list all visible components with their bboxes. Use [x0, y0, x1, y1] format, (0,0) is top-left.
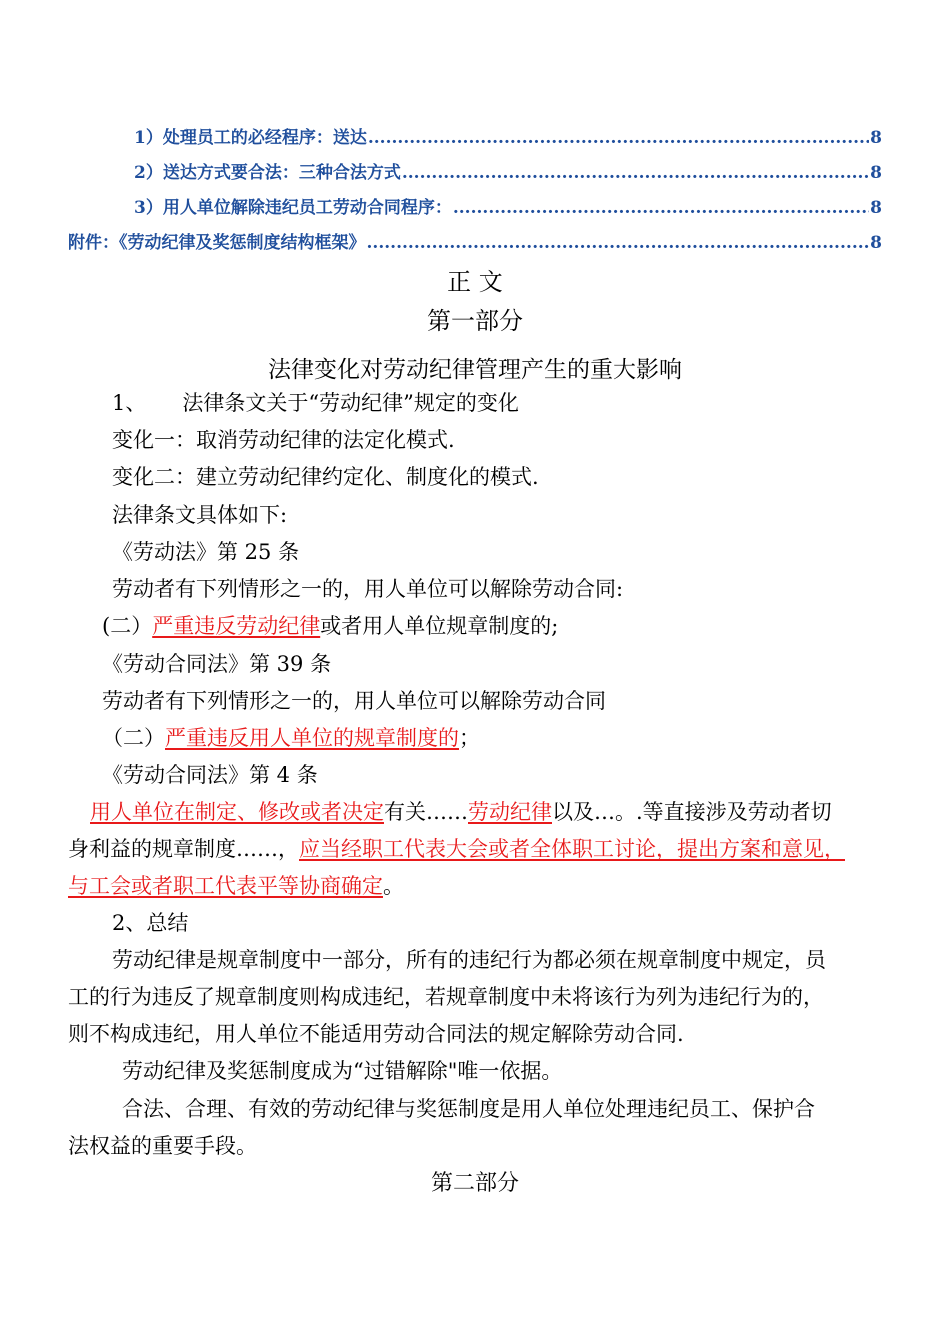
- summary-paragraph-3: 法权益的重要手段。: [68, 1134, 257, 1158]
- labor-law-item: [102, 612, 558, 640]
- highlighted-text: 应当经职工代表大会或者全体职工讨论，提出方案和意见，: [299, 837, 845, 861]
- highlighted-text: 严重违反劳动纪律: [152, 614, 321, 638]
- summary-paragraph-1: 劳动纪律是规章制度中一部分，所有的违纪行为都必须在规章制度中规定，员: [112, 948, 826, 972]
- toc-entry[interactable]: [134, 196, 882, 220]
- item-prefix: (二）: [102, 614, 153, 638]
- item-prefix: （二）: [102, 726, 165, 750]
- toc-entry[interactable]: [134, 161, 882, 185]
- plain-text: 有关……: [384, 800, 468, 824]
- highlighted-text: 用人单位在制定、修改或者决定: [90, 800, 384, 824]
- plain-text: 。: [383, 874, 404, 898]
- labor-law-text: 劳动者有下列情形之一的，用人单位可以解除劳动合同:: [112, 577, 624, 601]
- toc-entry-text: 2）送达方式要合法：三种合法方式: [134, 163, 401, 183]
- toc-entry-page: 8: [870, 128, 882, 148]
- section-number: 1、: [112, 391, 147, 415]
- plain-text: 以及…。.等直接涉及劳动者切: [552, 800, 832, 824]
- part-one-heading: 第一部分: [427, 307, 523, 335]
- toc-entry-text: 3）用人单位解除违纪员工劳动合同程序：: [134, 198, 452, 218]
- law-details-intro: 法律条文具体如下:: [112, 503, 288, 527]
- contract-law-4-reference: 《劳动合同法》第 4 条: [102, 763, 318, 787]
- summary-paragraph-3: 合法、合理、有效的劳动纪律与奖惩制度是用人单位处理违纪员工、保护合: [122, 1097, 815, 1121]
- toc-entry[interactable]: [68, 231, 882, 255]
- summary-paragraph-1: 则不构成违纪，用人单位不能适用劳动合同法的规定解除劳动合同.: [68, 1022, 684, 1046]
- contract-law-4-line-3: [68, 872, 404, 900]
- contract-law-39-item: [102, 724, 480, 752]
- item-suffix: 或者用人单位规章制度的;: [320, 614, 559, 638]
- toc-leader-dots: [368, 126, 869, 150]
- summary-paragraph-2: 劳动纪律及奖惩制度成为“过错解除"唯一依据。: [122, 1059, 563, 1083]
- change-two: 变化二：建立劳动纪律约定化、制度化的模式.: [112, 465, 539, 489]
- toc-entry-page: 8: [870, 163, 882, 183]
- highlighted-text: 劳动纪律: [468, 800, 552, 824]
- toc-leader-dots: [367, 231, 870, 255]
- toc-entry-text: 1）处理员工的必经程序：送达: [134, 128, 367, 148]
- plain-text: 身利益的规章制度……，: [68, 837, 299, 861]
- toc-leader-dots: [402, 161, 869, 185]
- item-suffix: ；: [459, 726, 480, 750]
- section-1-heading: [112, 389, 519, 417]
- toc-entry-text: 附件：《劳动纪律及奖惩制度结构框架》: [68, 233, 366, 253]
- toc-entry[interactable]: [134, 126, 882, 150]
- body-heading: 正 文: [447, 268, 503, 296]
- toc-entry-page: 8: [870, 233, 882, 253]
- summary-paragraph-1: 工的行为违反了规章制度则构成违纪，若规章制度中未将该行为列为违纪行为的，: [68, 985, 824, 1009]
- section-2-heading: 2、总结: [112, 911, 189, 935]
- part-two-heading: 第二部分: [430, 1171, 519, 1196]
- highlighted-text: 严重违反用人单位的规章制度的: [165, 726, 459, 750]
- labor-law-reference: 《劳动法》第 25 条: [112, 540, 300, 564]
- toc-entry-page: 8: [870, 198, 882, 218]
- section-title: 法律条文关于“劳动纪律”规定的变化: [182, 391, 519, 415]
- highlighted-text: 与工会或者职工代表平等协商确定: [68, 874, 383, 898]
- contract-law-4-line-1: [90, 798, 832, 826]
- contract-law-39-text: 劳动者有下列情形之一的，用人单位可以解除劳动合同: [102, 689, 606, 713]
- contract-law-39-reference: 《劳动合同法》第 39 条: [102, 652, 332, 676]
- change-one: 变化一：取消劳动纪律的法定化模式.: [112, 428, 455, 452]
- toc-leader-dots: [453, 196, 869, 220]
- contract-law-4-line-2: [68, 835, 845, 863]
- part-one-title: 法律变化对劳动纪律管理产生的重大影响: [268, 357, 682, 383]
